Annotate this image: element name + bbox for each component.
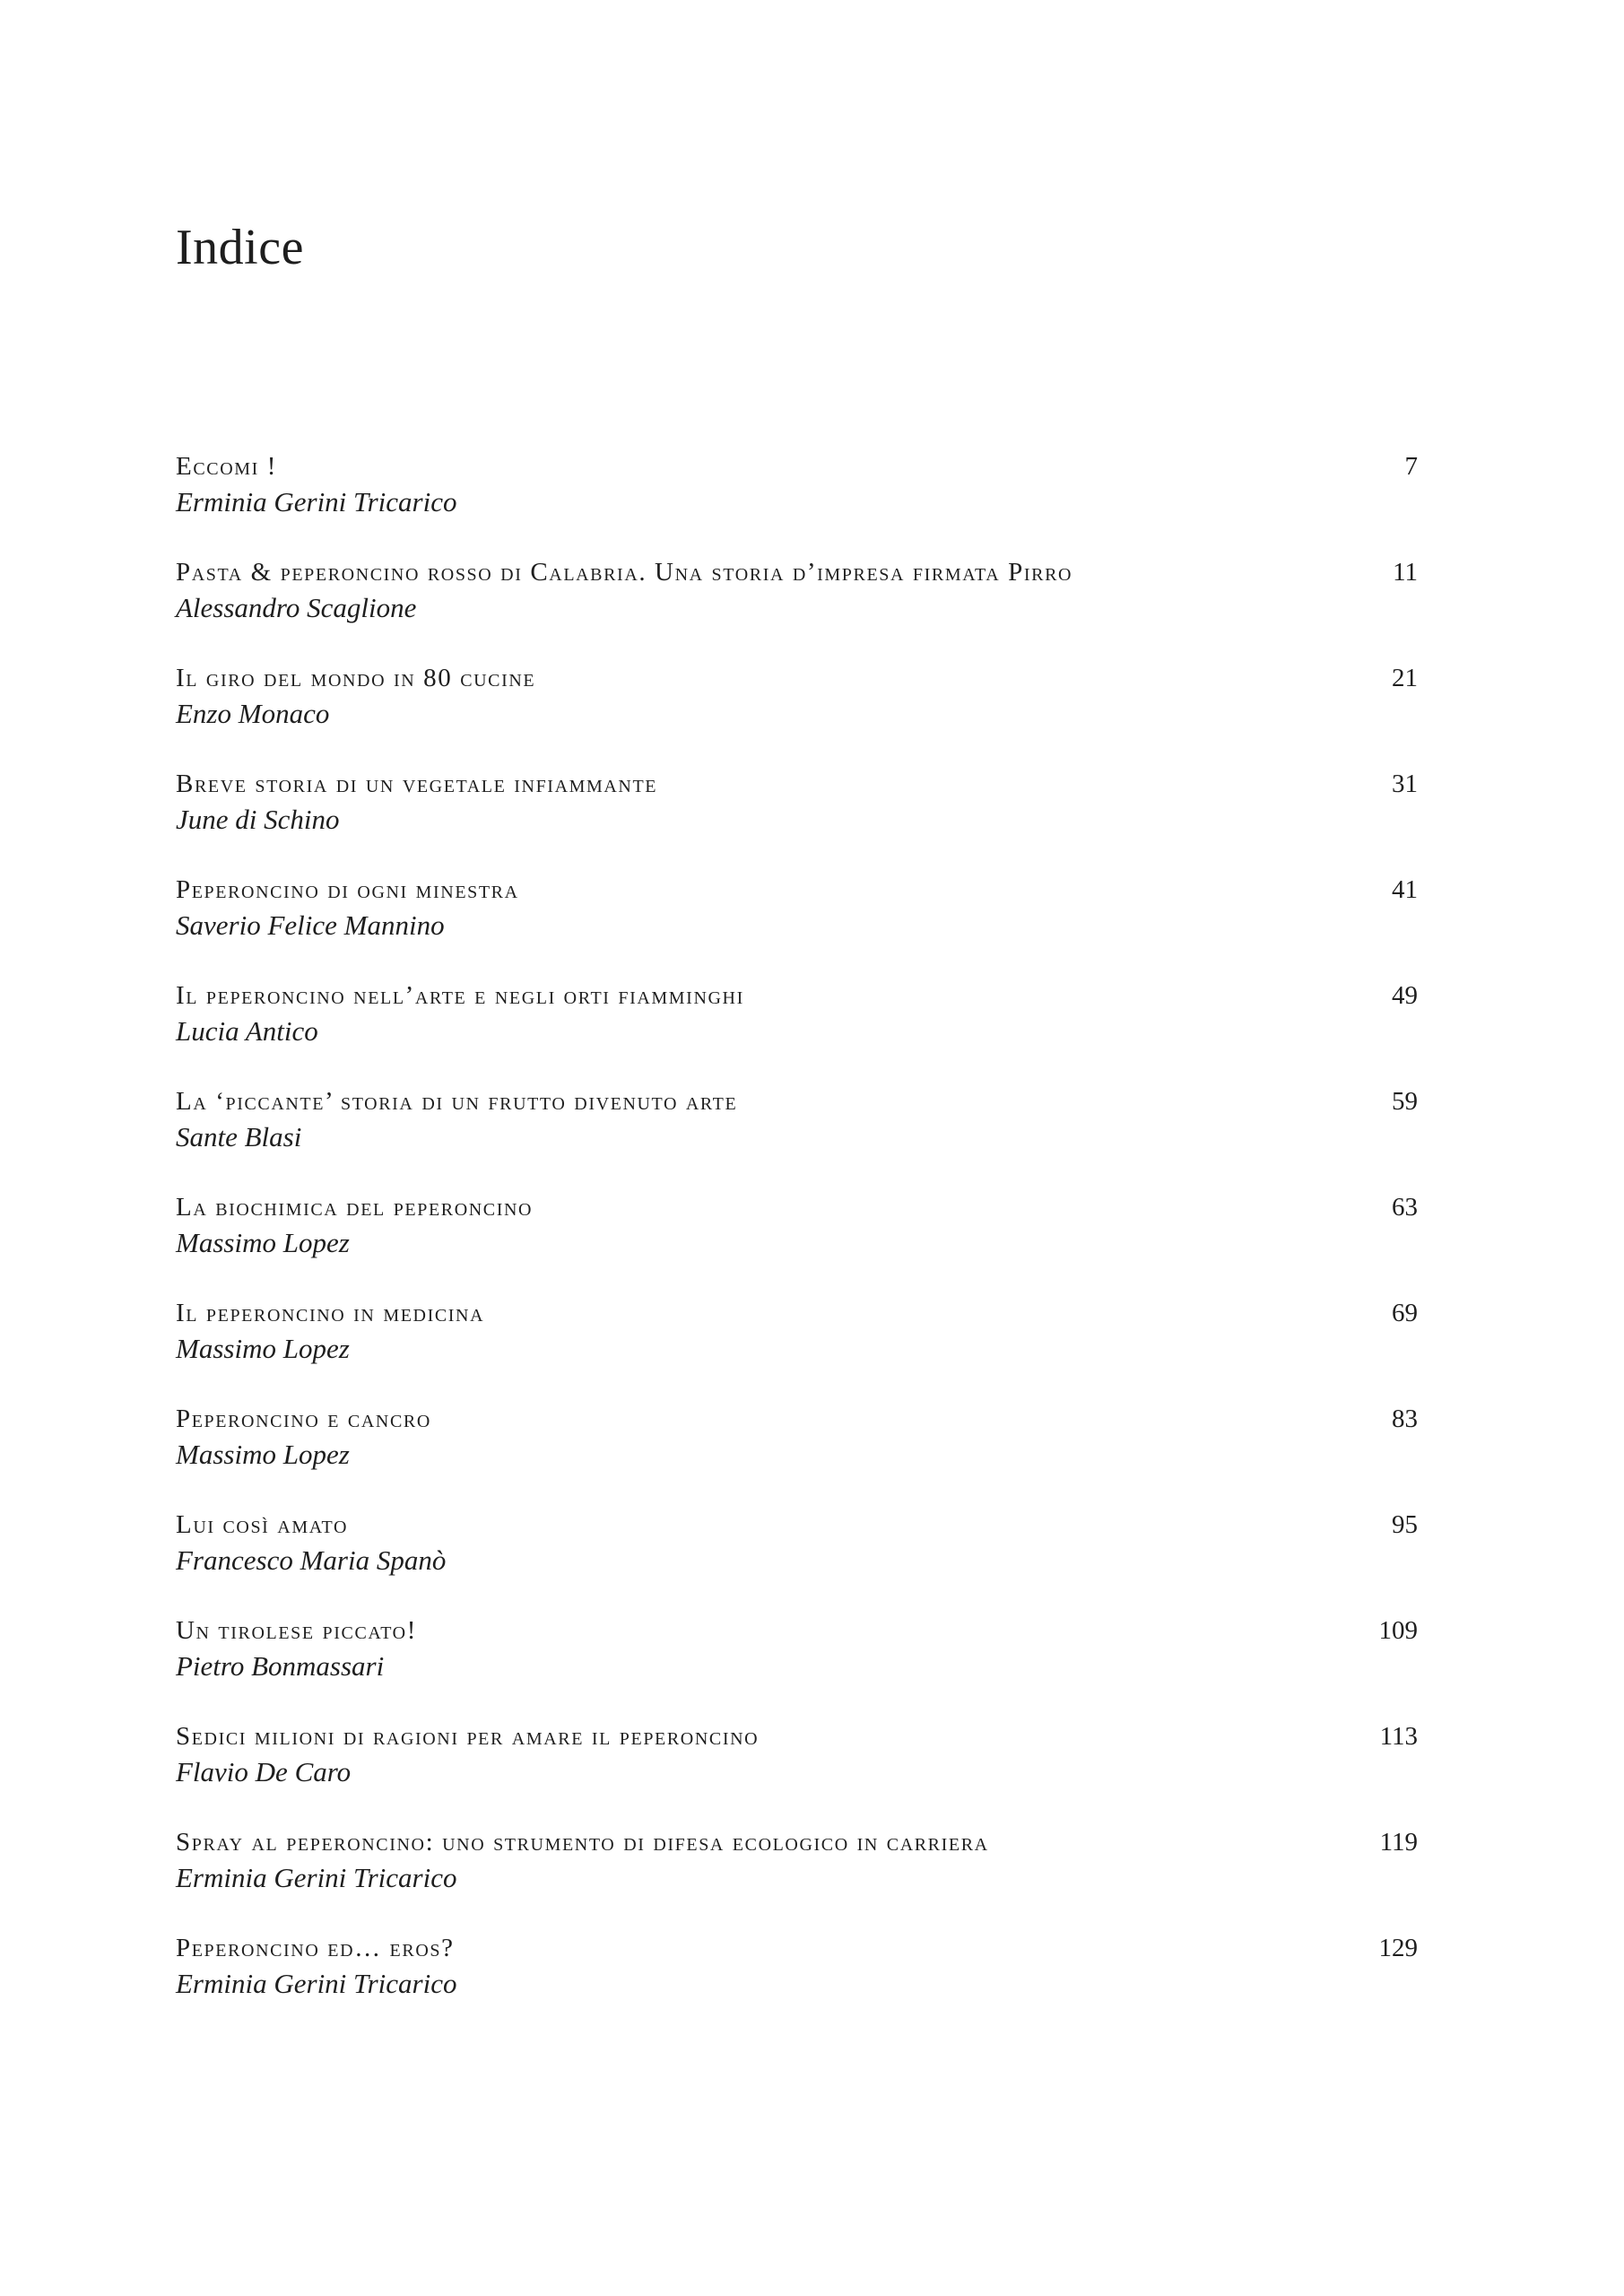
toc-entry xyxy=(176,660,1418,766)
entry-author: Francesco Maria Spanò xyxy=(176,1544,447,1576)
entry-author: Massimo Lopez xyxy=(176,1227,350,1258)
entry-title: Spray al peperoncino: uno strumento di difesa ecologico in carriera xyxy=(176,1828,989,1857)
entry-author: Massimo Lopez xyxy=(176,1333,350,1364)
entry-page-number: 49 xyxy=(1392,981,1418,1010)
entry-author: Lucia Antico xyxy=(176,1015,318,1047)
toc-entry xyxy=(176,554,1418,660)
entry-title: Pasta & peperoncino rosso di Calabria. Una storia d’impresa firmata Pirro xyxy=(176,558,1073,587)
entry-title: Sedici milioni di ragioni per amare il peperoncino xyxy=(176,1722,760,1751)
entry-title: Un tirolese piccato! xyxy=(176,1616,417,1645)
entry-page-number: 129 xyxy=(1378,1934,1418,1962)
toc-entry xyxy=(176,1189,1418,1295)
entry-page-number: 69 xyxy=(1392,1299,1418,1327)
entry-author: Massimo Lopez xyxy=(176,1439,350,1470)
entry-page-number: 59 xyxy=(1392,1087,1418,1116)
entry-author: Erminia Gerini Tricarico xyxy=(176,1968,457,1999)
toc-entry xyxy=(176,1613,1418,1718)
entry-page-number: 83 xyxy=(1392,1405,1418,1433)
entry-author: Alessandro Scaglione xyxy=(176,592,417,623)
entry-author: Flavio De Caro xyxy=(176,1756,352,1787)
page-title: Indice xyxy=(176,220,304,275)
entry-title: Breve storia di un vegetale infiammante xyxy=(176,770,658,798)
toc-entry xyxy=(176,1401,1418,1507)
toc-entry xyxy=(176,872,1418,978)
entry-title: La biochimica del peperoncino xyxy=(176,1193,534,1222)
entry-title: La ‘piccante’ storia di un frutto divenuto arte xyxy=(176,1087,738,1116)
toc-entry xyxy=(176,1295,1418,1401)
toc-entry xyxy=(176,978,1418,1083)
toc-entry xyxy=(176,1507,1418,1613)
entry-title: Eccomi ! xyxy=(176,452,277,481)
table-of-contents xyxy=(176,448,1418,2036)
entry-title: Il peperoncino in medicina xyxy=(176,1299,485,1327)
entry-title: Il peperoncino nell’arte e negli orti fiamminghi xyxy=(176,981,744,1010)
toc-entry xyxy=(176,1718,1418,1824)
entry-title: Peperoncino di ogni minestra xyxy=(176,875,519,904)
entry-page-number: 109 xyxy=(1378,1616,1418,1645)
entry-page-number: 11 xyxy=(1393,558,1418,587)
entry-author: Enzo Monaco xyxy=(176,698,330,729)
entry-page-number: 63 xyxy=(1392,1193,1418,1222)
entry-title: Peperoncino e cancro xyxy=(176,1405,431,1433)
entry-page-number: 31 xyxy=(1392,770,1418,798)
entry-page-number: 21 xyxy=(1392,664,1418,692)
entry-title: Peperoncino ed… eros? xyxy=(176,1934,455,1962)
entry-author: Erminia Gerini Tricarico xyxy=(176,486,457,517)
entry-page-number: 119 xyxy=(1379,1828,1418,1857)
entry-title: Lui così amato xyxy=(176,1510,349,1539)
entry-author: June di Schino xyxy=(176,804,340,835)
toc-entry xyxy=(176,766,1418,872)
entry-author: Erminia Gerini Tricarico xyxy=(176,1862,457,1893)
entry-page-number: 95 xyxy=(1392,1510,1418,1539)
toc-entry xyxy=(176,1930,1418,2036)
toc-entry xyxy=(176,1824,1418,1930)
entry-author: Saverio Felice Mannino xyxy=(176,909,445,941)
entry-page-number: 41 xyxy=(1392,875,1418,904)
entry-page-number: 7 xyxy=(1404,452,1418,481)
entry-author: Pietro Bonmassari xyxy=(176,1650,385,1682)
toc-entry xyxy=(176,448,1418,554)
entry-author: Sante Blasi xyxy=(176,1121,302,1152)
entry-title: Il giro del mondo in 80 cucine xyxy=(176,664,536,692)
entry-page-number: 113 xyxy=(1379,1722,1418,1751)
toc-entry xyxy=(176,1083,1418,1189)
